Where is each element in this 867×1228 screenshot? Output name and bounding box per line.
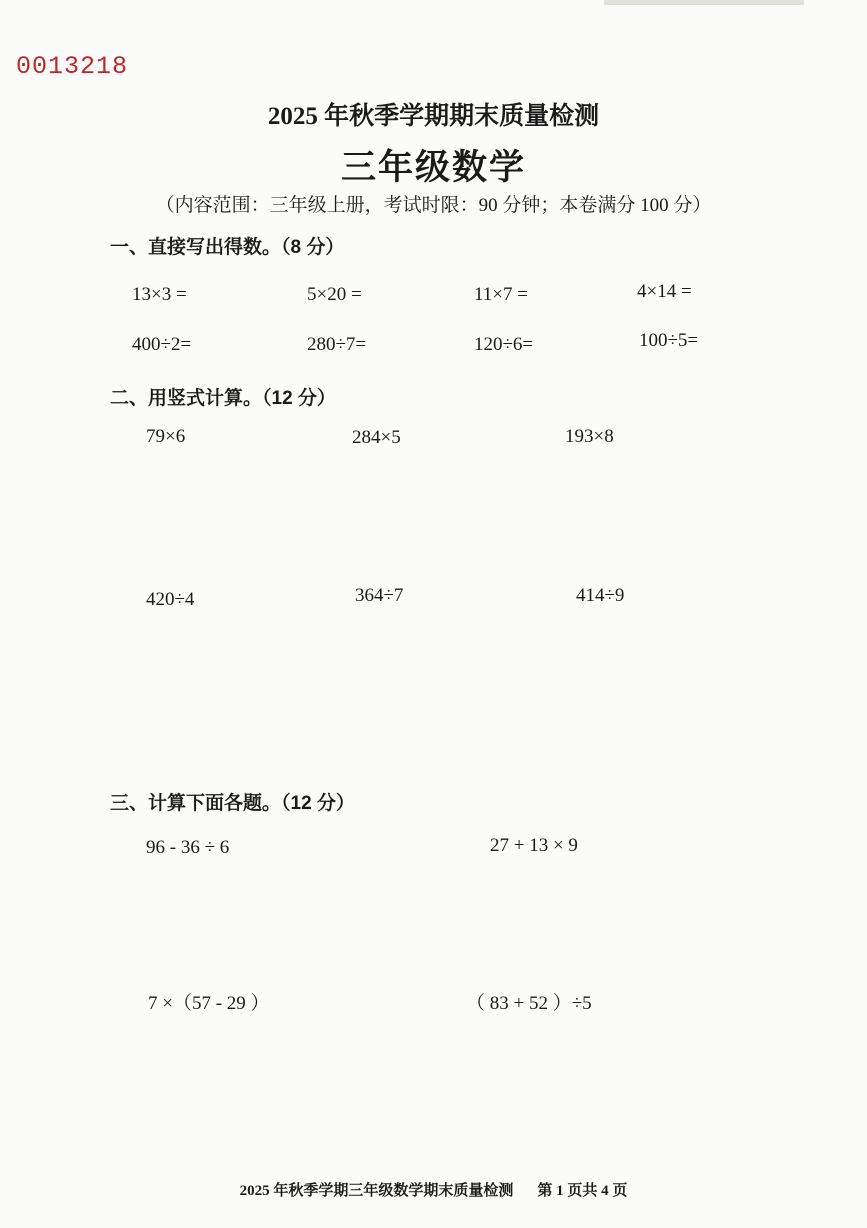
- problem: （ 83 + 52 ）÷5: [466, 993, 592, 1014]
- problem: 100÷5=: [639, 330, 699, 351]
- problem: 96 - 36 ÷ 6: [146, 837, 230, 858]
- problem: 400÷2=: [132, 334, 192, 355]
- problem: 5×20 =: [307, 284, 362, 305]
- problem: 280÷7=: [307, 334, 367, 355]
- exam-subject: 三年级数学: [340, 148, 526, 187]
- exam-title: 2025 年秋季学期期末质量检测: [267, 103, 600, 130]
- problem: 414÷9: [576, 585, 625, 606]
- problem: 27 + 13 × 9: [490, 835, 578, 856]
- problem: 284×5: [352, 427, 401, 448]
- problem: 193×8: [565, 426, 614, 447]
- footer-title: 2025 年秋季学期三年级数学期末质量检测: [239, 1183, 514, 1199]
- page-footer: [0, 1179, 867, 1200]
- problem: 420÷4: [146, 589, 195, 610]
- problem: 13×3 =: [132, 284, 187, 305]
- problem: 7 ×（57 - 29 ）: [148, 993, 270, 1014]
- serial-number: 0013218: [16, 52, 129, 81]
- exam-info: （内容范围：三年级上册，考试时限：90 分钟；本卷满分 100 分）: [155, 195, 712, 216]
- section-1-heading: 一、直接写出得数。（8 分）: [110, 237, 345, 258]
- problem: 79×6: [146, 426, 186, 447]
- problem: 11×7 =: [474, 284, 528, 305]
- problem: 120÷6=: [474, 334, 534, 355]
- scan-mark: [604, 0, 804, 5]
- section-2-heading: 二、用竖式计算。（12 分）: [110, 388, 336, 409]
- page-number: 第 1 页共 4 页: [537, 1183, 628, 1199]
- problem: 364÷7: [355, 585, 404, 606]
- problem: 4×14 =: [637, 281, 692, 302]
- section-3-heading: 三、计算下面各题。（12 分）: [110, 793, 355, 814]
